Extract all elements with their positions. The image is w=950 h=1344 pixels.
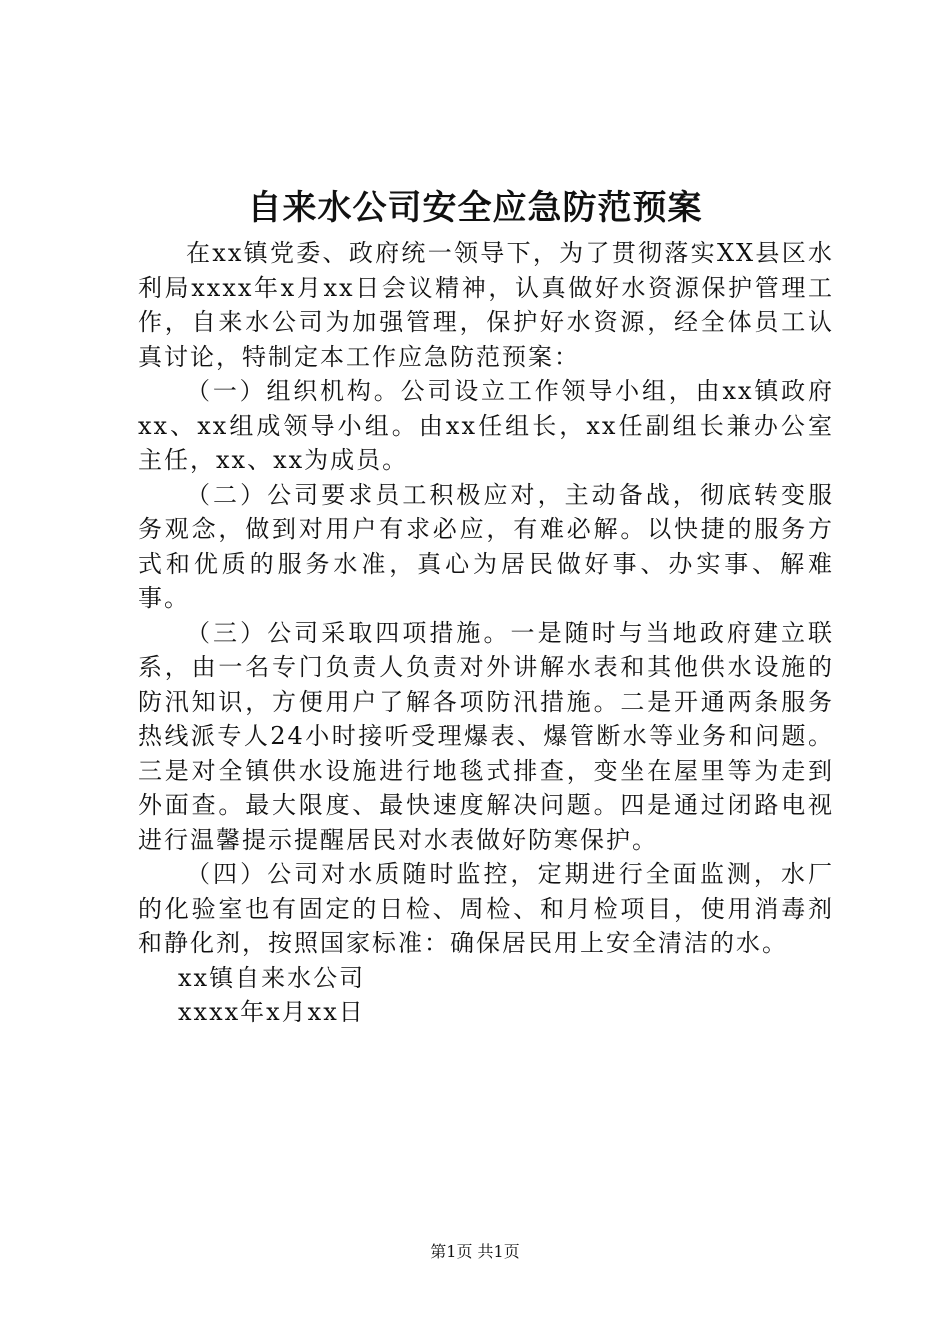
signature: xx镇自来水公司 xyxy=(178,963,366,992)
signature-date: xxxx年x月xx日 xyxy=(178,998,365,1026)
document-title: 自来水公司安全应急防范预案 xyxy=(247,188,703,228)
section-3-paragraph: （三）公司采取四项措施。一是随时与当地政府建立联系，由一名专门负责人负责对外讲解水表和其他供水设施的防汛知识，方便用户了解各项防汛措施。二是开通两条服务热线派专人24小时接听受理爆表、爆管断水等业务和问题。三是对全镇供水设施进行地毯式排查，变坐在屋里等为走到外面查。最大限度、最快速度解决问题。四是通过闭路电视进行温馨提示提醒居民对水表做好防寒保护。 xyxy=(138,618,834,854)
section-1-paragraph: （一）组织机构。公司设立工作领导小组，由xx镇政府xx、xx组成领导小组。由xx任组长，xx任副组长兼办公室主任，xx、xx为成员。 xyxy=(138,377,834,474)
document-body xyxy=(138,236,834,1030)
section-4-paragraph: （四）公司对水质随时监控，定期进行全面监测，水厂的化验室也有固定的日检、周检、和月检项目，使用消毒剂和静化剂，按照国家标准：确保居民用上安全清洁的水。 xyxy=(138,860,834,957)
page-footer: 第1页 共1页 xyxy=(430,1242,520,1261)
section-2-paragraph: （二）公司要求员工积极应对，主动备战，彻底转变服务观念，做到对用户有求必应，有难必解。以快捷的服务方式和优质的服务水准，真心为居民做好事、办实事、解难事。 xyxy=(138,480,834,612)
intro-paragraph: 在xx镇党委、政府统一领导下，为了贯彻落实XX县区水利局xxxx年x月xx日会议精神，认真做好水资源保护管理工作，自来水公司为加强管理，保护好水资源，经全体员工认真讨论，特制定本工作应急防范预案： xyxy=(138,239,834,371)
